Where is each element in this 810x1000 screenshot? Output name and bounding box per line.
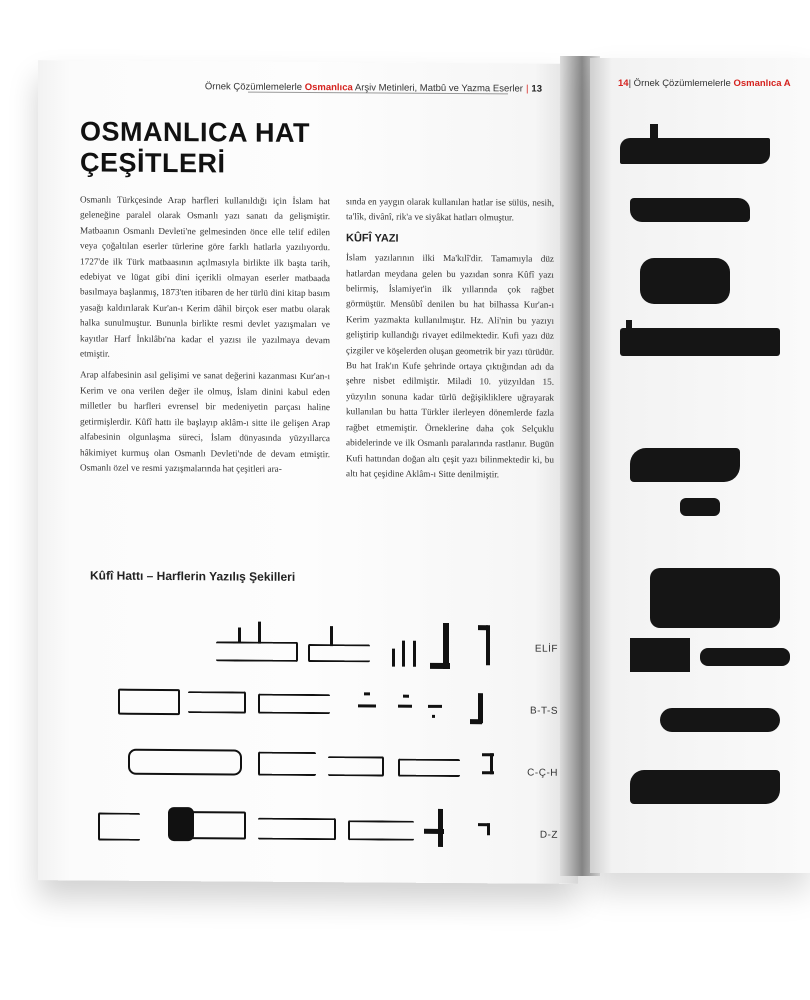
paragraph: sında en yaygın olarak kullanılan hatlar ise sülüs, nesih, ta'lîk, divânî, rik'a ve siyâkat hatları olmuştur. xyxy=(346,196,554,223)
letter-row-d-z xyxy=(98,807,558,870)
title-line-1: OSMANLICA HAT xyxy=(80,116,310,149)
row-label: C-Ç-H xyxy=(527,767,558,779)
letter-row-b-t-s xyxy=(98,683,558,746)
running-head-accent: Osmanlıca xyxy=(304,81,353,94)
left-page xyxy=(38,60,578,884)
paragraph: İslam yazılarının ilki Ma'kılî'dir. Tamamıyla düz hatlardan meydana gelen bu yazıdan sonra Kûfî yazı belirmiş, İslamiyet'in ilk yıllarında çok rağbet görmüştür. Mensûbî denilen bu hat bilhassa Kur'an-ı Kerim yazmakta kullanılmıştır. Hz. Ali'nin bu yazıyı geliştirip kullandığı rivayet edilmektedir. Kufi yazı düz çizgiler ve köşelerden oluşan geometrik bir yazı türüdür. Bu hat Irak'ın Kufe şehrinde ortaya çıktığından adı da şehre nisbet edilmiştir. Miladi 10. yüzyıldan 15. yüzyılın sonuna kadar türlü değişikliklere uğrayarak kullanılan bu hatta Türkler ilerleyen dönemlerde fazla rağbet etmemiştir. Örneklerine daha çok Selçuklu abidelerinde ve ilk Osmanlı paralarında rastlanır. Bugün Kufi hattından doğan altı çeşit yazı bilinmektedir ki, bu altı hat çeşidine Aklâm-ı Sitte denilmiştir. xyxy=(346,252,554,480)
row-label: B-T-S xyxy=(529,705,558,717)
page-number: 13 xyxy=(531,83,542,95)
kufi-glyph-samples xyxy=(98,621,498,684)
page-number: 14 xyxy=(618,78,629,89)
letter-row-c-c-h xyxy=(98,745,558,808)
table-title: Kûfî Hattı – Harflerin Yazılış Şekilleri xyxy=(90,568,296,584)
running-head-accent: Osmanlıca A xyxy=(733,78,791,89)
row-label: ELİF xyxy=(534,643,558,655)
paragraph: Osmanlı Türkçesinde Arap harfleri kullanıldığı için İslam hat geleneğine paralel olarak Osmanlı yazı sanatı da gelişmiştir. Matbaanın Osmanlı Devleti'ne gelmesinden önce elle telif edilen veya çoğaltılan eserler türlerine göre farklı hatlarla yazılıyordu. 1727'de ilk Türk matbaasının açılmasıyla birlikte ilk başta tarih, edebiyat ve lügat gibi dini içerikli olmayan eserler matbaada basılmaya başlanmış, 1873'ten itibaren de her türlü dini kitap basım yasağı kaldırılarak Kur'an-ı Kerim dâhil birçok eser matbu olarak halka sunulmuştur. Bununla birlikte resmi devlet yazışmaları ve kayıtlar Harf İnkılâbı'na kadar el yazısı ile yazılmaya devam etmiştir. xyxy=(80,194,330,359)
page-title xyxy=(80,116,310,180)
letter-row-elif xyxy=(98,621,558,684)
kufi-glyph-samples xyxy=(98,745,498,808)
running-head-separator: | xyxy=(628,78,632,89)
section-subhead: KÛFÎ YAZI xyxy=(346,232,399,245)
title-line-2: ÇEŞİTLERİ xyxy=(80,147,226,179)
running-head-prefix: Örnek Çözümlemelerle xyxy=(204,81,305,93)
paragraph: Arap alfabesinin asıl gelişimi ve sanat değerini kazanması Kur'an-ı Kerim ve ona verilen değer ile olmuş, İslam dinini kabul eden milletler bu harfleri evrensel bir medeniyetin parçası haline getirmişlerdir. Kûfî hattı ile başlayıp aklâm-ı sitte ile gelişen Arap alfabesinin olgunlaşma süreci, İslam dünyasında yüzyıllarca hâkimiyet kurmuş olan Osmanlı Devleti'nde de devam etmiştir. Osmanlı özel ve resmi yazışmalarında hat çeşitleri ara- xyxy=(80,369,330,474)
running-head xyxy=(205,81,542,94)
running-head xyxy=(618,78,791,89)
kufi-glyph-samples xyxy=(98,807,498,870)
running-head-prefix: Örnek Çözümlemelerle xyxy=(631,78,734,89)
running-head-separator: | xyxy=(525,83,529,95)
text-column-1 xyxy=(80,192,330,483)
running-head-suffix: Arşiv Metinleri, Matbû ve Yazma Eserler xyxy=(352,82,523,95)
kufi-glyph-samples xyxy=(98,683,498,746)
text-column-2 xyxy=(346,194,554,489)
row-label: D-Z xyxy=(539,829,558,841)
right-page xyxy=(590,58,810,873)
